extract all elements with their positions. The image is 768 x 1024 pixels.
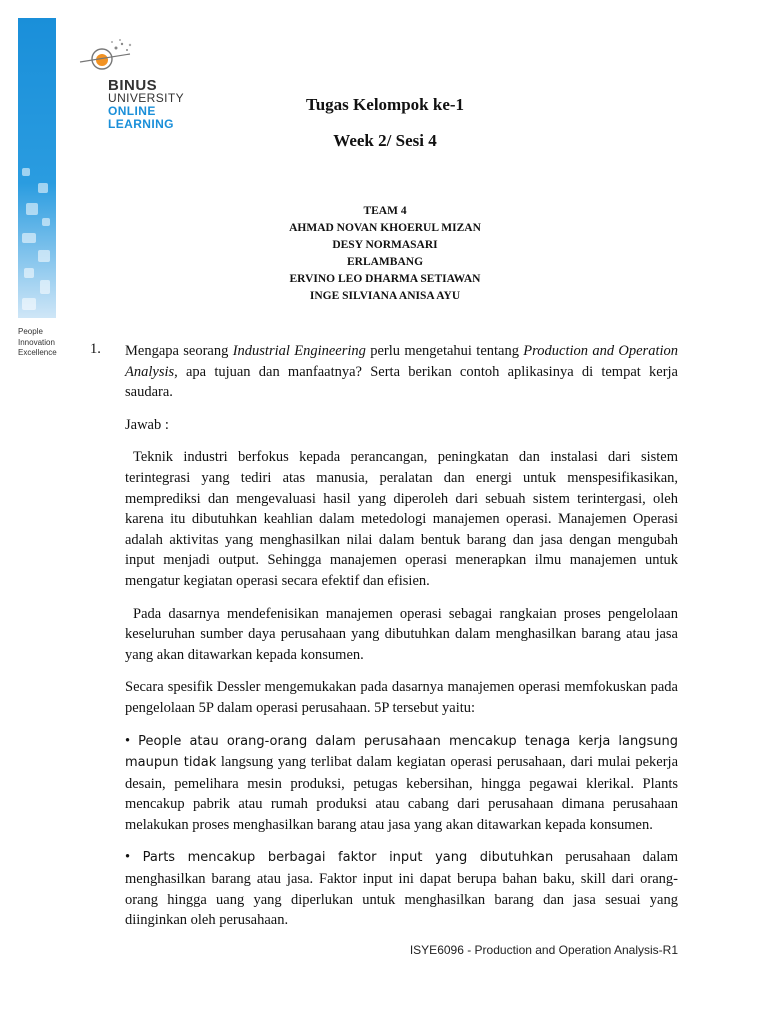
document-subtitle: Week 2/ Sesi 4 [333, 131, 437, 150]
question-emphasis: Industrial Engineering [232, 343, 366, 359]
motto-line: Innovation [18, 337, 55, 347]
bullet-marker: • [125, 849, 131, 866]
document-body [125, 341, 678, 931]
answer-paragraph: Teknik industri berfokus kepada perancangan, peningkatan dan instalasi dari sistem terintegrasi yang tediri atas manusia, peralatan dan energi untuk menspesifikasikan, memprediksi dan mengevaluasi hasil yang diperoleh dari sebuah sistem terintergasi, oleh karena itu dibutuhkan keahlian dalam metedologi manajemen operasi. Manajemen Operasi adalah aktivitas yang menghasilkan nilai dalam bentuk barang dan jasa dengan mengubah input menjadi output. Sehingga manajemen operasi menerapkan ilmu manajemen untuk mengatur kegiatan operasi secara efektif dan efisien. [125, 449, 678, 589]
logo-learning-text: LEARNING [108, 117, 174, 131]
motto-line: People [18, 327, 43, 336]
answer-paragraph: Pada dasarnya mendefenisikan manajemen operasi sebagai rangkaian proses pengelolaan keseluruhan sumber daya perusahaan yang dibutuhkan dalam menghasilkan barang atau jasa yang akan ditawarkan kepada konsumen. [125, 605, 678, 663]
logo-university-text: UNIVERSITY [108, 91, 185, 105]
motto [18, 327, 57, 359]
question-number: 1. [90, 341, 101, 357]
team-member: ERLAMBANG [346, 256, 424, 268]
logo-online-text: ONLINE [108, 104, 156, 118]
question-text: Mengapa seorang Industrial Engineering perlu mengetahui tentang Production and Operation Analysis, apa tujuan dan manfaatnya? Serta berikan contoh aplikasinya di tempat kerja saudara. [125, 343, 678, 401]
question-emphasis: Production and Operation Analysis [125, 343, 678, 380]
bullet-item: • People atau orang-orang dalam perusahaan mencakup tenaga kerja langsung maupun tidak langsung yang terlibat dalam kegiatan operasi perusahaan, dari mulai pekerja desain, pemelihara mesin produksi, petugas kebersihan, hingga pegawai klerikal. Plants mencakup pabrik atau rumah produksi atau cabang dari perusahaan dimana perusahaan melakukan proses menghasilkan barang atau jasa yang akan ditawarkan kepada konsumen. [125, 732, 679, 833]
team-member: AHMAD NOVAN KHOERUL MIZAN [289, 222, 481, 234]
binus-logo [72, 36, 192, 146]
document-title: Tugas Kelompok ke-1 [305, 95, 465, 114]
motto-line: Excellence [18, 348, 57, 357]
answer-label: Jawab : [125, 416, 169, 433]
brand-side-bar [18, 18, 56, 318]
answer-paragraph: Secara spesifik Dessler mengemukakan pada dasarnya manajemen operasi memfokuskan pada pengelolaan 5P dalam operasi perusahaan. 5P tersebut yaitu: [125, 679, 678, 716]
logo-binus-text: BINUS [108, 77, 158, 94]
team-label: TEAM 4 [363, 205, 407, 217]
bullet-item: • Parts mencakup berbagai faktor input yang dibutuhkan perusahaan dalam menghasilkan barang atau jasa. Faktor input ini dapat berupa bahan baku, skill dari orang-orang hingga uang yang diperlukan untuk menghasilkan barang dan jasa sesuai yang diinginkan oleh perusahaan. [125, 849, 678, 929]
bullet-marker: • [125, 732, 131, 749]
team-member: INGE SILVIANA ANISA AYU [309, 290, 461, 302]
page-footer: ISYE6096 - Production and Operation Analysis-R1 [409, 943, 678, 957]
team-member: DESY NORMASARI [332, 239, 438, 251]
team-member: ERVINO LEO DHARMA SETIAWAN [289, 273, 481, 285]
binus-logo-mark-icon [72, 36, 142, 81]
team-block [200, 203, 570, 305]
